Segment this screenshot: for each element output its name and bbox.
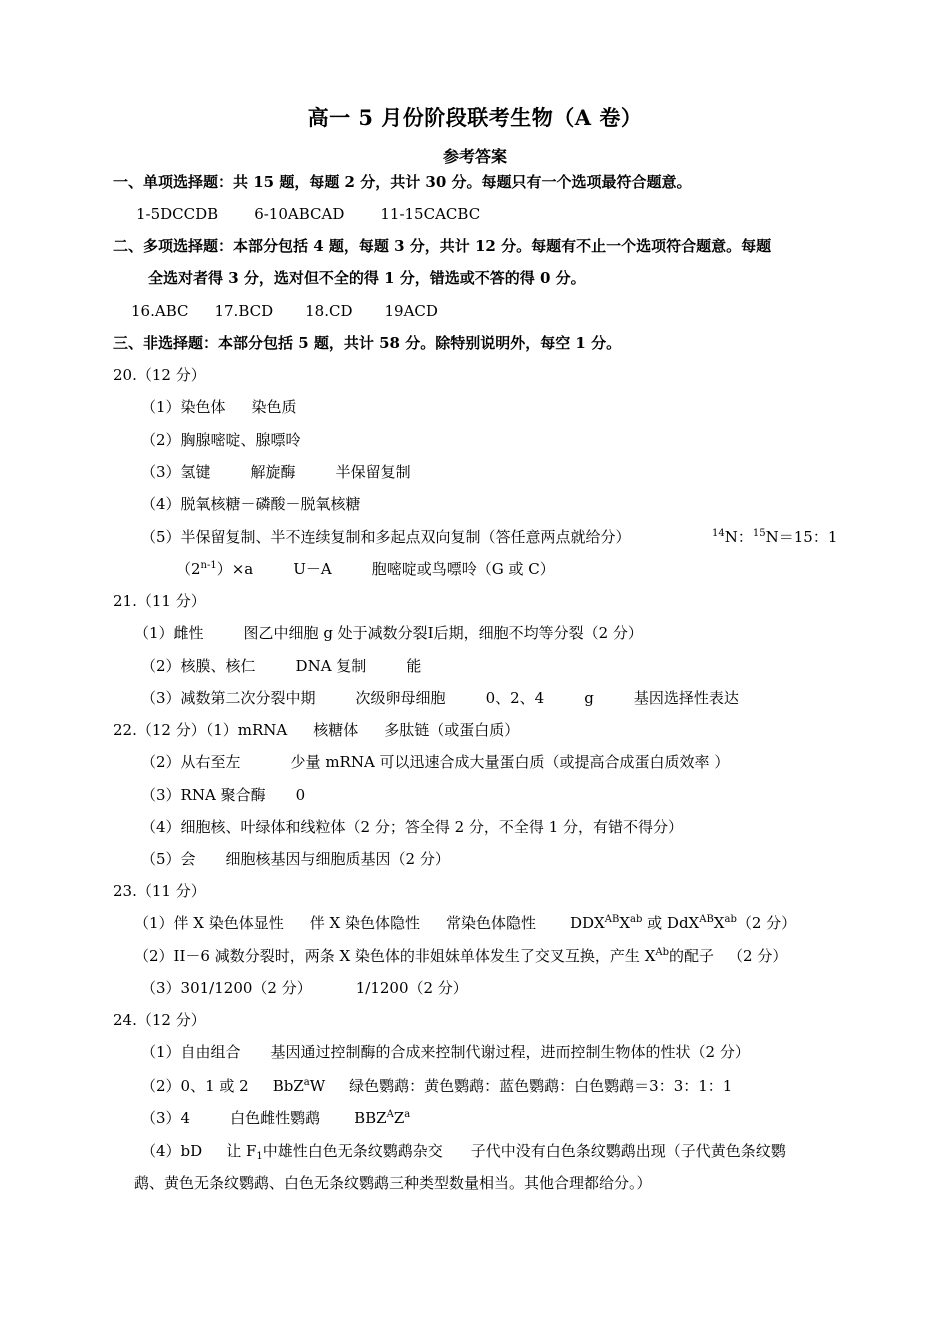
answer-6-10: 6-10ABCAD xyxy=(254,205,345,223)
q24-2-ratio: 绿色鹦鹉：黄色鹦鹉：蓝色鹦鹉：白色鹦鹉＝3：3：1：1 xyxy=(349,1077,733,1095)
q23-2-a: （2）II－6 减数分裂时，两条 X 染色体的非姐妹单体发生了交叉互换，产生 X xyxy=(134,947,656,965)
q24-3-a: （3）4 xyxy=(141,1109,191,1127)
q24-line-2 xyxy=(141,1076,732,1096)
q23-1-a: （1）伴 X 染色体显性 xyxy=(134,914,284,932)
q23-line-2 xyxy=(134,946,787,966)
page-title: 高一 5 月份阶段联考生物（A 卷） xyxy=(307,105,643,130)
q20-line-3 xyxy=(141,462,411,482)
q20-line-1 xyxy=(141,397,297,417)
q22-3-b: 0 xyxy=(295,786,306,804)
q21-3-e: 基因选择性表达 xyxy=(633,689,739,707)
q20-line-6 xyxy=(176,559,555,579)
answer-16: 16.ABC xyxy=(131,302,189,320)
q24-line-5: 鹉、黄色无条纹鹦鹉、白色无条纹鹦鹉三种类型数量相当。其他合理都给分。） xyxy=(134,1174,652,1192)
q24-2-genotype-w: W xyxy=(309,1077,326,1095)
q20-6-c: 胞嘧啶或鸟嘌呤（G 或 C） xyxy=(371,560,555,578)
q20-5-answer-a: （5）半保留复制、半不连续复制和多起点双向复制（答任意两点就给分） xyxy=(141,528,631,546)
q22-heading xyxy=(113,720,519,740)
q23-1-score: （2 分） xyxy=(736,914,797,932)
q24-line-4 xyxy=(141,1141,786,1161)
q23-line-1 xyxy=(134,913,796,933)
q24-2-a: （2）0、1 或 2 xyxy=(141,1077,249,1095)
q24-heading: 24.（12 分） xyxy=(113,1011,206,1029)
answer-17: 17.BCD xyxy=(214,302,274,320)
q24-3-b: 白色雌性鹦鹉 xyxy=(230,1109,321,1127)
q24-line-3 xyxy=(141,1108,410,1128)
q22-5-a: （5）会 xyxy=(141,850,196,868)
q20-6-a-pre: （2 xyxy=(176,560,201,578)
q22-3-a: （3）RNA 聚合酶 xyxy=(141,786,266,804)
q22-line-2 xyxy=(141,752,729,772)
q23-3-b: 1/1200（2 分） xyxy=(355,979,468,997)
q24-4-a: （4）bD xyxy=(141,1142,203,1160)
q21-line-2 xyxy=(141,656,421,676)
q23-2-score: （2 分） xyxy=(728,947,788,965)
q24-2-genotype-sup: a xyxy=(303,1077,310,1088)
q24-1-b: 基因通过控制酶的合成来控制代谢过程，进而控制生物体的性状（2 分） xyxy=(270,1043,750,1061)
q22-2-a: （2）从右至左 xyxy=(141,753,241,771)
section1-answers xyxy=(136,204,480,224)
q20-line-2: （2）胸腺嘧啶、腺嘌呤 xyxy=(141,431,301,449)
section2-heading-1: 二、多项选择题：本部分包括 4 题，每题 3 分，共计 12 分。每题有不止一个选项符合题意。每题 xyxy=(113,237,772,255)
isotope-n15-ratio: N＝15：1 xyxy=(765,528,838,546)
q23-1-b: 伴 X 染色体隐性 xyxy=(309,914,420,932)
q21-3-d: g xyxy=(584,689,594,707)
genotype-2-x: X xyxy=(713,914,725,932)
genotype-2-sup-b: ab xyxy=(724,914,737,925)
q24-3-genotype-z: Z xyxy=(393,1109,405,1127)
q23-heading: 23.（11 分） xyxy=(113,882,206,900)
q21-3-b: 次级卵母细胞 xyxy=(355,689,446,707)
q23-3-a: （3）301/1200（2 分） xyxy=(141,979,312,997)
q20-3-answer-a: （3）氢键 xyxy=(141,463,211,481)
q24-3-genotype-sup-b: a xyxy=(404,1109,411,1120)
q21-3-a: （3）减数第二次分裂中期 xyxy=(141,689,316,707)
q21-2-b: DNA 复制 xyxy=(295,657,367,675)
q24-4-b-post: 中雄性白色无条纹鹦鹉杂交 xyxy=(262,1142,443,1160)
q20-5-ratio xyxy=(712,527,837,547)
q24-line-1 xyxy=(141,1042,750,1062)
section1-heading: 一、单项选择题：共 15 题，每题 2 分，共计 30 分。每题只有一个选项最符合题意。 xyxy=(113,173,692,191)
q20-1-answer-a: （1）染色体 xyxy=(141,398,226,416)
q21-line-3 xyxy=(141,688,739,708)
q22-2-b: 少量 mRNA 可以迅速合成大量蛋白质（或提高合成蛋白质效率 ） xyxy=(290,753,730,771)
q24-2-genotype: BbZ xyxy=(272,1077,304,1095)
isotope-14: 14 xyxy=(712,528,725,539)
q21-2-a: （2）核膜、核仁 xyxy=(141,657,256,675)
q20-3-answer-b: 解旋酶 xyxy=(250,463,296,481)
q21-1-b: 图乙中细胞 g 处于减数分裂Ⅰ后期，细胞不均等分裂（2 分） xyxy=(243,624,643,642)
q20-6-a-exp: n-1 xyxy=(200,560,217,571)
q23-line-3 xyxy=(141,978,468,998)
section2-answers xyxy=(131,301,438,321)
q23-2-b: 的配子 xyxy=(669,947,715,965)
answer-1-5: 1-5DCCDB xyxy=(136,205,219,223)
section3-heading: 三、非选择题：本部分包括 5 题，共计 58 分。除特别说明外，每空 1 分。 xyxy=(113,334,622,352)
genotype-2-sup-a: AB xyxy=(699,914,714,925)
q24-3-genotype-sup-a: A xyxy=(386,1109,394,1120)
q22-1-b: 核糖体 xyxy=(313,721,359,739)
q20-1-answer-b: 染色质 xyxy=(251,398,297,416)
answer-11-15: 11-15CACBC xyxy=(380,205,481,223)
q20-line-4: （4）脱氧核糖－磷酸－脱氧核糖 xyxy=(141,495,361,513)
q20-3-answer-c: 半保留复制 xyxy=(335,463,411,481)
isotope-n14: N： xyxy=(724,528,753,546)
q24-4-b-sub: 1 xyxy=(256,1151,263,1162)
page-subtitle: 参考答案 xyxy=(442,147,507,166)
q24-1-a: （1）自由组合 xyxy=(141,1043,241,1061)
genotype-1-base: DDX xyxy=(570,914,605,932)
isotope-15: 15 xyxy=(752,528,766,539)
q23-1-c: 常染色体隐性 xyxy=(445,914,536,932)
q20-heading: 20.（12 分） xyxy=(113,366,206,384)
q22-5-b: 细胞核基因与细胞质基因（2 分） xyxy=(225,850,450,868)
answer-18: 18.CD xyxy=(305,302,353,320)
genotype-1-sup-b: ab xyxy=(630,914,643,925)
q21-line-1 xyxy=(134,623,643,643)
q24-4-c: 子代中没有白色条纹鹦鹉出现（子代黄色条纹鹦 xyxy=(470,1142,786,1160)
q22-1-c: 多肽链（或蛋白质） xyxy=(384,721,520,739)
answer-19: 19ACD xyxy=(384,302,438,320)
q22-line-3 xyxy=(141,785,305,805)
q21-3-c: 0、2、4 xyxy=(485,689,545,707)
q21-2-c: 能 xyxy=(406,657,422,675)
q20-line-5 xyxy=(141,527,631,547)
genotype-2-base: 或 DdX xyxy=(642,914,700,932)
q22-line-5 xyxy=(141,849,450,869)
q22-head: 22.（12 分）（1）mRNA xyxy=(113,721,288,739)
q22-line-4: （4）细胞核、叶绿体和线粒体（2 分；答全得 2 分，不全得 1 分，有错不得分） xyxy=(141,818,684,836)
genotype-1-x: X xyxy=(619,914,630,932)
q20-6-b: U－A xyxy=(293,560,332,578)
q20-6-a-post: ）×a xyxy=(216,560,254,578)
section2-heading-2: 全选对者得 3 分，选对但不全的得 1 分，错选或不答的得 0 分。 xyxy=(148,269,586,287)
q21-heading: 21.（11 分） xyxy=(113,592,206,610)
q24-4-b-pre: 让 F xyxy=(226,1142,257,1160)
genotype-1-sup-a: AB xyxy=(604,914,620,925)
q24-3-genotype: BBZ xyxy=(354,1109,387,1127)
q23-2-sup: Ab xyxy=(655,947,669,958)
q21-1-a: （1）雌性 xyxy=(134,624,204,642)
